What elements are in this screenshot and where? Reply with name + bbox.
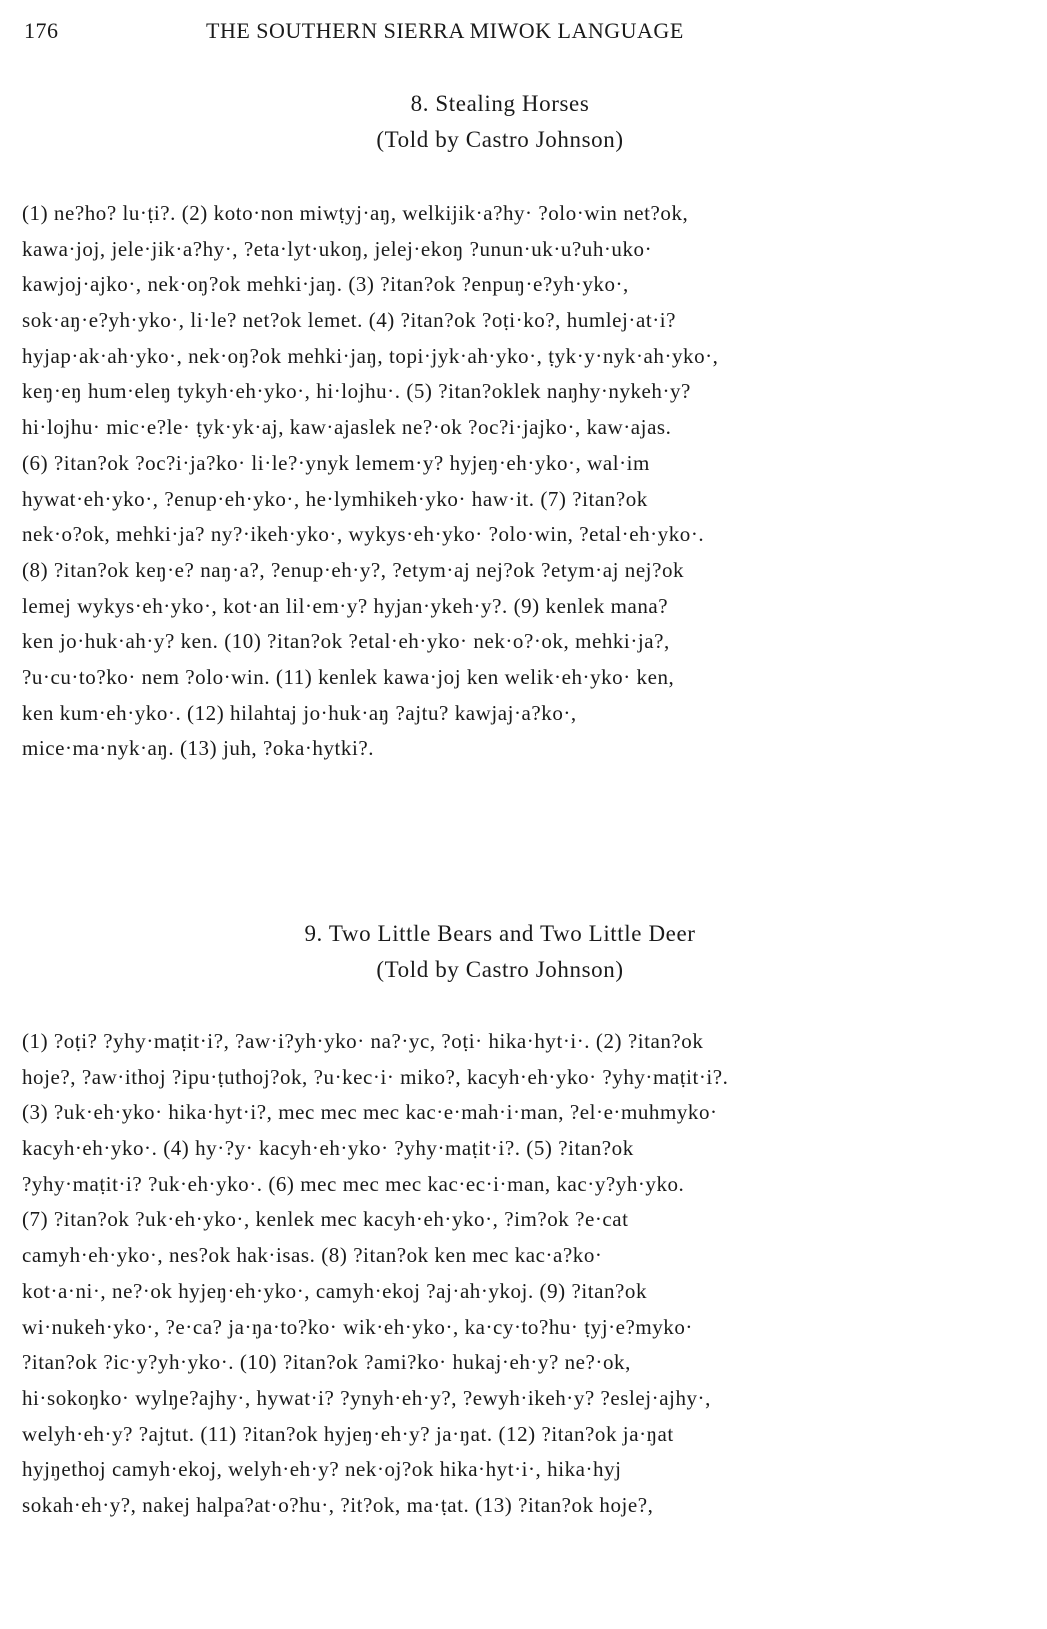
story-text	[22, 1024, 1032, 1524]
story-title: 9. Two Little Bears and Two Little Deer	[304, 921, 696, 946]
story-attribution: (Told by Castro Johnson)	[376, 127, 624, 152]
text-line: mice·ma·nyk·aŋ. (13) juh, ?oka·hytki?.	[22, 736, 374, 761]
text-line: hi·sokoŋko· wylŋe?ajhy·, hywat·i? ?ynyh·eh·y?, ?ewyh·ikeh·y? ?eslej·ajhy·,	[22, 1385, 711, 1410]
text-line: ken kum·eh·yko·. (12) hilahtaj jo·huk·aŋ ?ajtu? kawjaj·a?ko·,	[22, 700, 577, 725]
text-line: kot·a·ni·, ne?·ok hyjeŋ·eh·yko·, camyh·ekoj ?aj·ah·ykoj. (9) ?itan?ok	[22, 1278, 648, 1303]
story-title: 8. Stealing Horses	[410, 91, 590, 116]
text-line: (1) ?oṭi? ?yhy·maṭit·i?, ?aw·i?yh·yko· na?·yc, ?oṭi· hika·hyt·i·. (2) ?itan?ok	[22, 1029, 704, 1053]
text-line: sokah·eh·y?, nakej halpa?at·o?hu·, ?it?ok, ma·ṭat. (13) ?itan?ok hoje?,	[22, 1492, 654, 1517]
text-line: hywat·eh·yko·, ?enup·eh·yko·, he·lymhikeh·yko· haw·it. (7) ?itan?ok	[22, 486, 648, 511]
text-line: hi·lojhu· mic·e?le· ṭyk·yk·aj, kaw·ajaslek ne?·ok ?oc?i·jajko·, kaw·ajas.	[22, 415, 672, 440]
text-line: hoje?, ?aw·ithoj ?ipu·ṭuthoj?ok, ?u·kec·i· miko?, kacyh·eh·yko· ?yhy·maṭit·i?.	[22, 1064, 729, 1089]
running-header	[24, 18, 1007, 48]
text-line: nek·o?ok, mehki·ja? ny?·ikeh·yko·, wykys·eh·yko· ?olo·win, ?etal·eh·yko·.	[22, 522, 705, 547]
text-line: kacyh·eh·yko·. (4) hy·?y· kacyh·eh·yko· ?yhy·maṭit·i?. (5) ?itan?ok	[22, 1136, 634, 1161]
text-line: keŋ·eŋ hum·eleŋ tykyh·eh·yko·, hi·lojhu·. (5) ?itan?oklek naŋhy·nykeh·y?	[22, 379, 691, 404]
text-line: welyh·eh·y? ?ajtut. (11) ?itan?ok hyjeŋ·eh·y? ja·ŋat. (12) ?itan?ok ja·ŋat	[22, 1421, 674, 1446]
text-line: (1) ne?ho? lu·ṭi?. (2) koto·non miwṭyj·aŋ, welkijik·a?hy· ?olo·win net?ok,	[22, 201, 689, 225]
text-line: (6) ?itan?ok ?oc?i·ja?ko· li·le?·ynyk lemem·y? hyjeŋ·eh·yko·, wal·im	[22, 450, 650, 475]
text-line: kawjoj·ajko·, nek·oŋ?ok mehki·jaŋ. (3) ?itan?ok ?enpuŋ·e?yh·yko·,	[22, 272, 629, 297]
text-line: camyh·eh·yko·, nes?ok hak·isas. (8) ?itan?ok ken mec kac·a?ko·	[22, 1243, 603, 1268]
text-line: hyjŋethoj camyh·ekoj, welyh·eh·y? nek·oj?ok hika·hyt·i·, hika·hyj	[22, 1457, 622, 1482]
text-line: (8) ?itan?ok keŋ·e? naŋ·a?, ?enup·eh·y?, ?etym·aj nej?ok ?etym·aj nej?ok	[22, 557, 685, 582]
text-line: ken jo·huk·ah·y? ken. (10) ?itan?ok ?etal·eh·yko· nek·o?·ok, mehki·ja?,	[22, 629, 670, 654]
story-heading	[0, 916, 1000, 988]
text-line: (7) ?itan?ok ?uk·eh·yko·, kenlek mec kacyh·eh·yko·, ?im?ok ?e·cat	[22, 1207, 629, 1232]
story-attribution: (Told by Castro Johnson)	[376, 957, 624, 982]
page-number: 176	[24, 18, 59, 43]
text-line: sok·aŋ·e?yh·yko·, li·le? net?ok lemet. (4) ?itan?ok ?oṭi·ko?, humlej·at·i?	[22, 308, 676, 333]
text-line: ?itan?ok ?ic·y?yh·yko·. (10) ?itan?ok ?ami?ko· hukaj·eh·y? ne?·ok,	[22, 1350, 631, 1375]
story-text	[22, 196, 1032, 767]
text-line: (3) ?uk·eh·yko· hika·hyt·i?, mec mec mec kac·e·mah·i·man, ?el·e·muhmyko·	[22, 1100, 718, 1125]
text-line: kawa·joj, jele·jik·a?hy·, ?eta·lyt·ukoŋ, jelej·ekoŋ ?unun·uk·u?uh·uko·	[22, 236, 653, 261]
text-line: ?yhy·maṭit·i? ?uk·eh·yko·. (6) mec mec mec kac·ec·i·man, kac·y?yh·yko.	[22, 1171, 685, 1196]
story-heading	[0, 86, 1000, 158]
text-line: ?u·cu·to?ko· nem ?olo·win. (11) kenlek kawa·joj ken welik·eh·yko· ken,	[22, 664, 675, 689]
text-line: hyjap·ak·ah·yko·, nek·oŋ?ok mehki·jaŋ, topi·jyk·ah·yko·, ṭyk·y·nyk·ah·yko·,	[22, 343, 719, 368]
text-line: lemej wykys·eh·yko·, kot·an lil·em·y? hyjan·ykeh·y?. (9) kenlek mana?	[22, 593, 669, 618]
text-line: wi·nukeh·yko·, ?e·ca? ja·ŋa·to?ko· wik·eh·yko·, ka·cy·to?hu· ṭyj·e?myko·	[22, 1314, 693, 1339]
running-title: THE SOUTHERN SIERRA MIWOK LANGUAGE	[206, 18, 684, 43]
